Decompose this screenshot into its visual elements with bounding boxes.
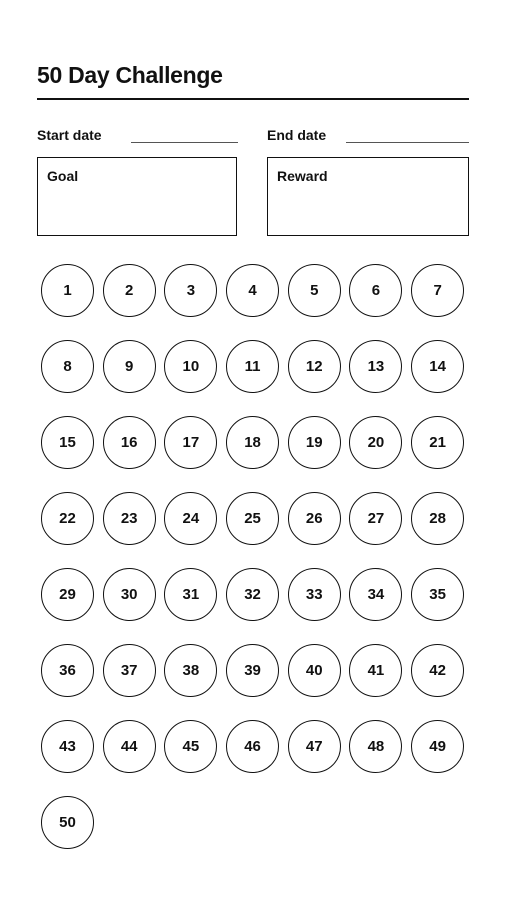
end-date-label: End date — [267, 127, 327, 143]
day-circle[interactable]: 20 — [349, 416, 402, 469]
day-circle[interactable]: 16 — [103, 416, 156, 469]
day-circle[interactable]: 30 — [103, 568, 156, 621]
reward-box[interactable] — [267, 157, 469, 236]
day-circle[interactable]: 38 — [164, 644, 217, 697]
page-title: 50 Day Challenge — [37, 62, 223, 88]
day-circle[interactable]: 27 — [349, 492, 402, 545]
day-circle[interactable]: 47 — [288, 720, 341, 773]
day-circle[interactable]: 12 — [288, 340, 341, 393]
start-date-label: Start date — [37, 127, 102, 143]
day-circle[interactable]: 49 — [411, 720, 464, 773]
reward-label: Reward — [277, 168, 328, 184]
day-circle[interactable]: 14 — [411, 340, 464, 393]
day-circle[interactable]: 17 — [164, 416, 217, 469]
day-circle[interactable]: 48 — [349, 720, 402, 773]
day-circle[interactable]: 45 — [164, 720, 217, 773]
day-circle[interactable]: 44 — [103, 720, 156, 773]
day-circle[interactable]: 15 — [41, 416, 94, 469]
goal-label: Goal — [47, 168, 79, 184]
day-circle[interactable]: 35 — [411, 568, 464, 621]
day-circle[interactable]: 9 — [103, 340, 156, 393]
day-circle[interactable]: 23 — [103, 492, 156, 545]
day-circle[interactable]: 21 — [411, 416, 464, 469]
day-circle[interactable]: 13 — [349, 340, 402, 393]
day-circle[interactable]: 11 — [226, 340, 279, 393]
day-circle[interactable]: 50 — [41, 796, 94, 849]
day-circle[interactable]: 32 — [226, 568, 279, 621]
end-date-field[interactable] — [346, 142, 469, 143]
day-circle[interactable]: 46 — [226, 720, 279, 773]
day-tracker-grid — [41, 264, 464, 849]
start-date-field[interactable] — [131, 142, 238, 143]
day-circle[interactable]: 31 — [164, 568, 217, 621]
day-circle[interactable]: 34 — [349, 568, 402, 621]
day-circle[interactable]: 6 — [349, 264, 402, 317]
day-circle[interactable]: 5 — [288, 264, 341, 317]
day-circle[interactable]: 43 — [41, 720, 94, 773]
day-circle[interactable]: 33 — [288, 568, 341, 621]
day-circle[interactable]: 1 — [41, 264, 94, 317]
day-circle[interactable]: 36 — [41, 644, 94, 697]
day-circle[interactable]: 7 — [411, 264, 464, 317]
day-circle[interactable]: 24 — [164, 492, 217, 545]
day-circle[interactable]: 40 — [288, 644, 341, 697]
day-circle[interactable]: 28 — [411, 492, 464, 545]
day-circle[interactable]: 3 — [164, 264, 217, 317]
day-circle[interactable]: 42 — [411, 644, 464, 697]
day-circle[interactable]: 41 — [349, 644, 402, 697]
day-circle[interactable]: 8 — [41, 340, 94, 393]
day-circle[interactable]: 22 — [41, 492, 94, 545]
day-circle[interactable]: 26 — [288, 492, 341, 545]
day-circle[interactable]: 10 — [164, 340, 217, 393]
day-circle[interactable]: 2 — [103, 264, 156, 317]
day-circle[interactable]: 4 — [226, 264, 279, 317]
day-circle[interactable]: 29 — [41, 568, 94, 621]
day-circle[interactable]: 18 — [226, 416, 279, 469]
day-circle[interactable]: 25 — [226, 492, 279, 545]
title-divider — [37, 98, 469, 100]
day-circle[interactable]: 39 — [226, 644, 279, 697]
goal-box[interactable] — [37, 157, 237, 236]
day-circle[interactable]: 19 — [288, 416, 341, 469]
day-circle[interactable]: 37 — [103, 644, 156, 697]
